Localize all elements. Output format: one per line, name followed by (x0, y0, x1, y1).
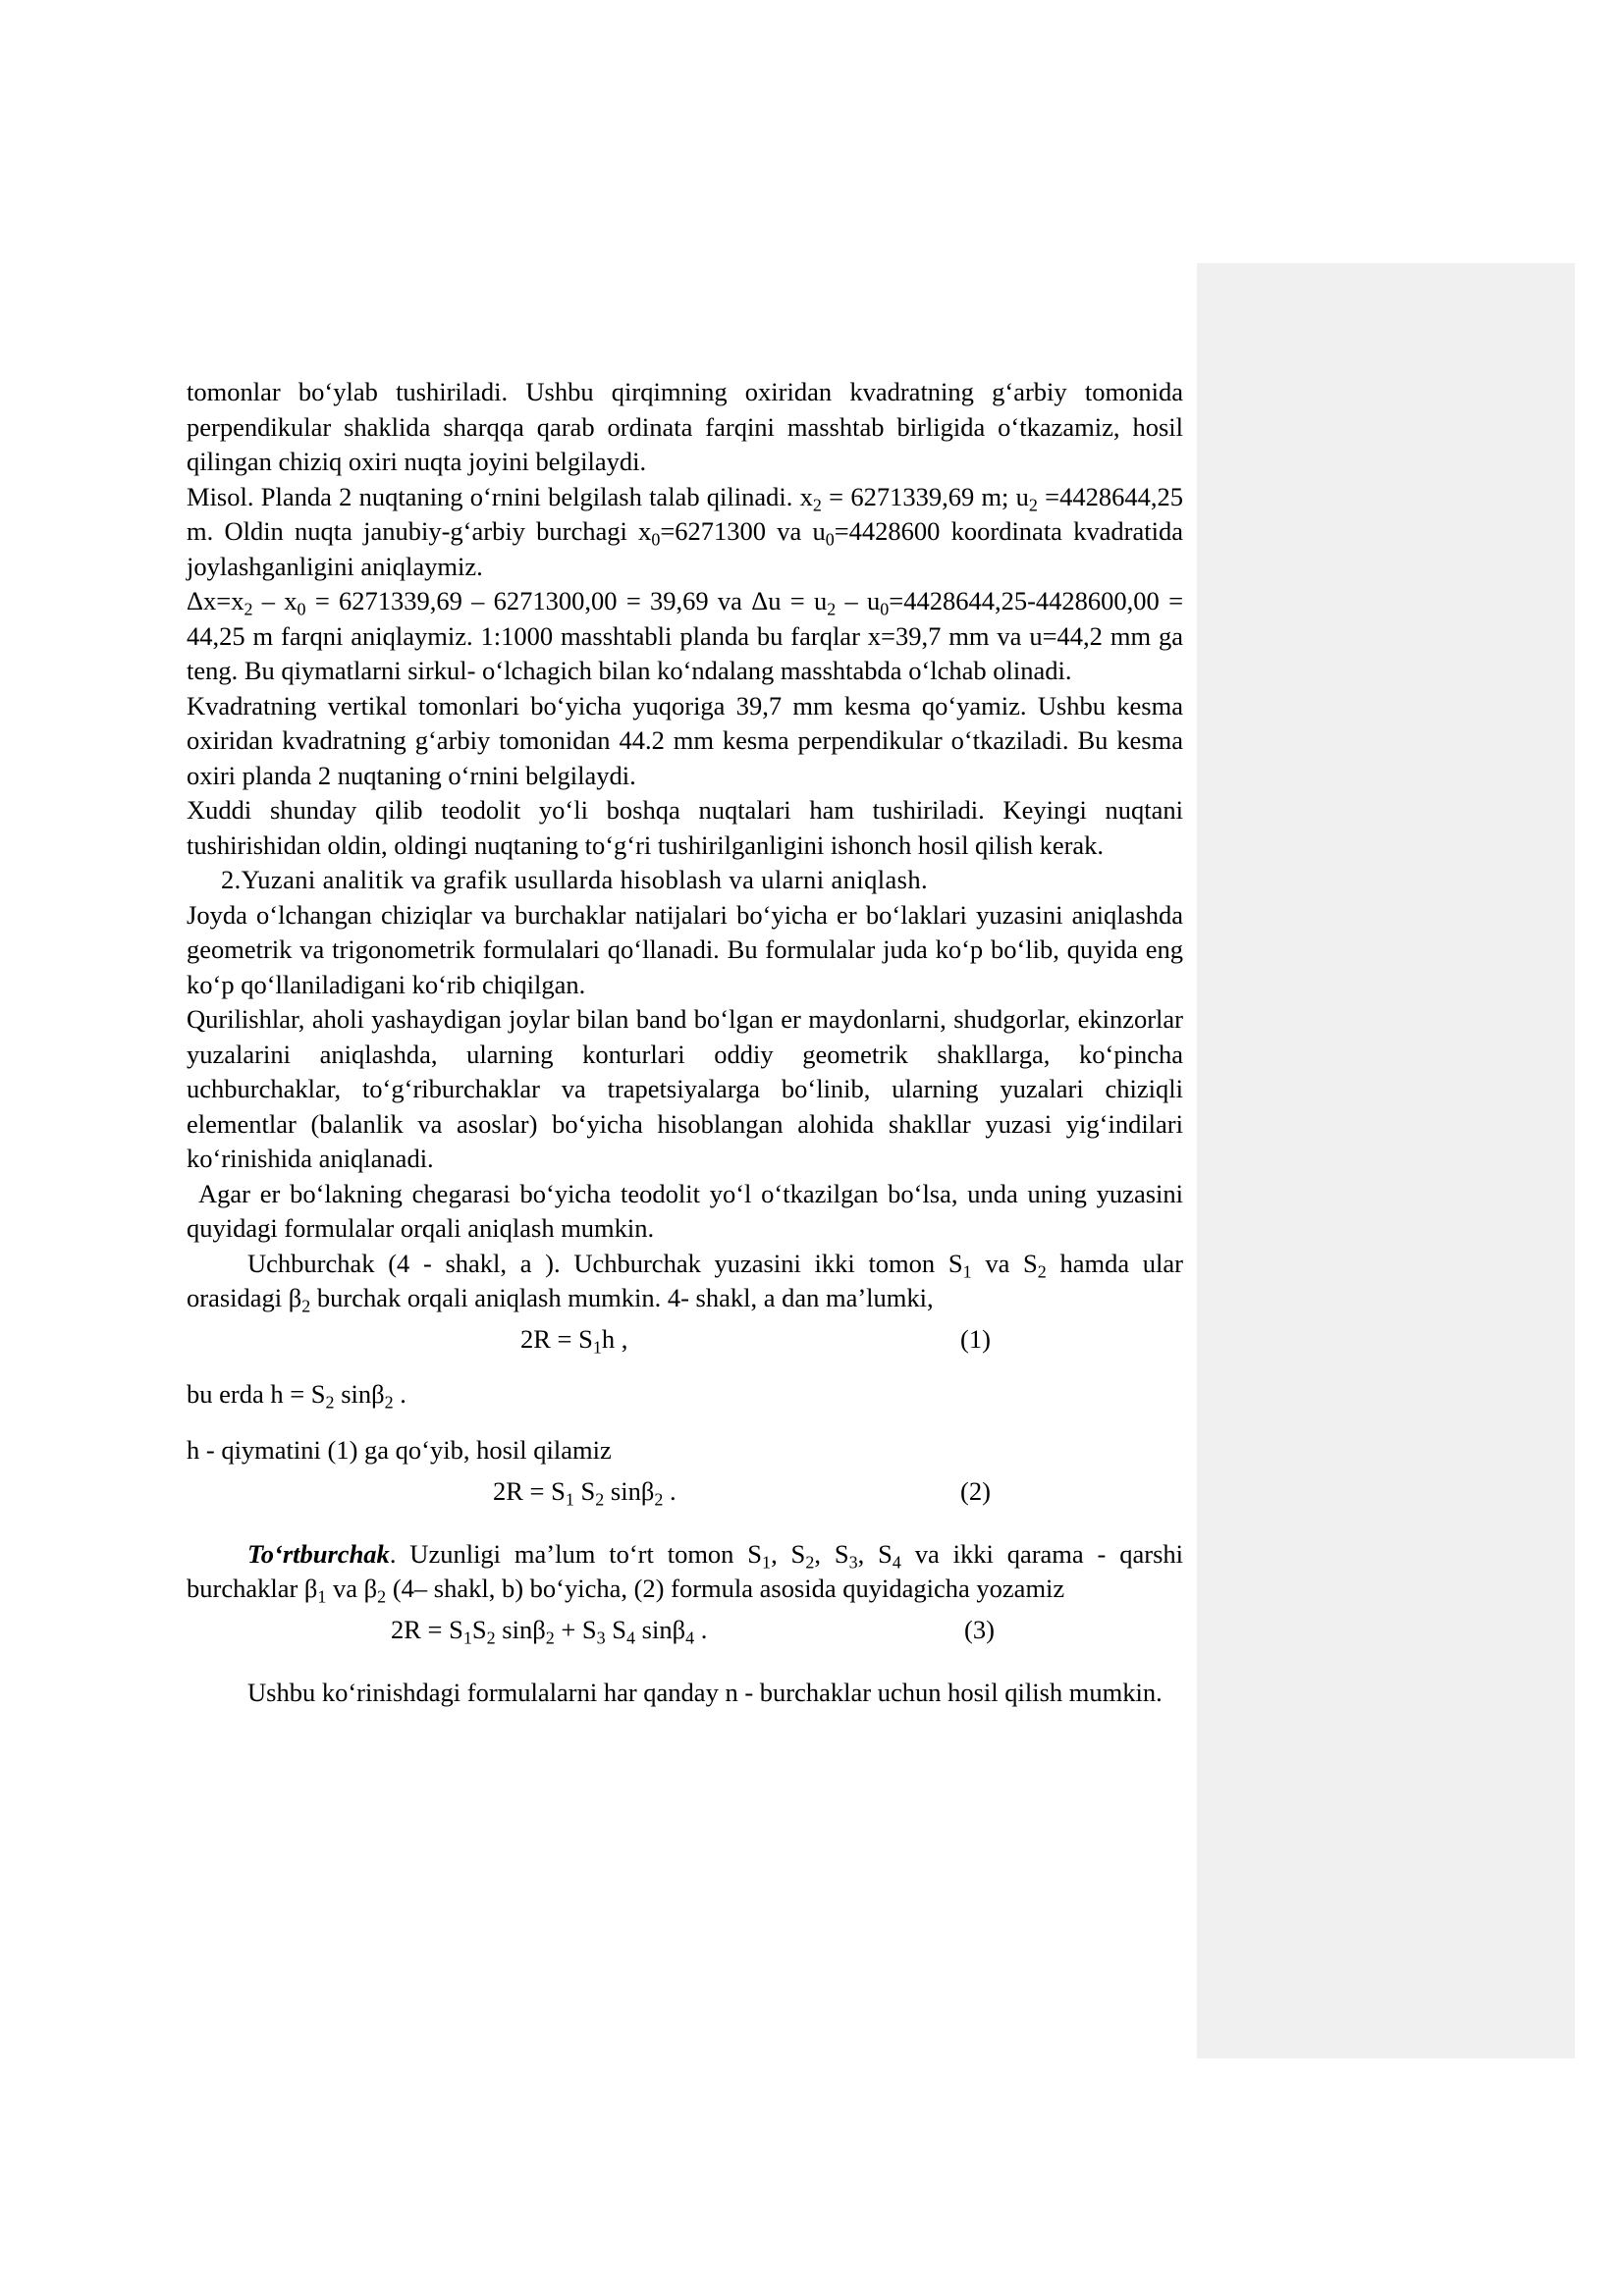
paragraph-6: Joyda o‘lchangan chiziqlar va burchaklar natijalari bo‘yicha er bo‘laklari yuzasini aniqlashda geometrik va trigonometrik formulalari qo‘llanadi. Bu formulalar juda ko‘p bo‘lib, quyida eng ko‘p qo‘llaniladigani ko‘rib chiqilgan. (187, 899, 1183, 999)
formula-1 (187, 1322, 1183, 1363)
formula-3-expression: $2R = S_1S_2$ $\sin\beta_2 + S_3$ $S_4$ sinβ$_4$ . (391, 1614, 708, 1647)
paragraph-4: Kvadratning vertikal tomonlari bo‘yicha yuqoriga 39,7 mm kesma qo‘yamiz. Ushbu kesma oxiridan kvadratning g‘arbiy tomonidan 44.2 mm kesma perpendikular o‘tkaziladi. Bu kesma oxiri planda 2 nuqtaning o‘rnini belgilaydi. (187, 690, 1183, 790)
formula-1-expression: $2R = S_1h$ , (520, 1323, 628, 1357)
document-body (187, 375, 1183, 1710)
formula-2 (187, 1474, 1183, 1516)
formula-2-expression: $2R = S_1$ $S_2$ sinβ$_2$ . (493, 1475, 677, 1509)
paragraph-1: tomonlar bo‘ylab tushiriladi. Ushbu qirqimning oxiridan kvadratning g‘arbiy tomonida perpendikular shaklida sharqqa qarab ordinata farqini masshtab birligida o‘tkazamiz, hosil qilingan chiziq oxiri nuqta joyini belgilaydi. (187, 377, 1183, 476)
paragraph-triangle: Uchburchak (4 - shakl, a ). Uchburchak yuzasini ikki tomon $S_1$ va $S_2$ hamda ular orasidagi $\beta_2$ burchak orqali aniqlash mumkin. 4- shakl, a dan ma’lumki, (187, 1248, 1184, 1316)
comment-pane (1197, 263, 1575, 2058)
paragraph-delta: $\Delta x=x_2 - x_0 = 6271339,69 - 6271300,00 = 39,69$ va $\Delta u = u_2 - u_0=4428644,25-4428600,00 = 44,25$ m farqni aniqlaymiz. 1:1000 masshtabli planda bu farqlar x=39,7 mm va u=44,2 mm ga teng. Bu qiymatlarni sirkul- o‘lchagich bilan ko‘ndalang masshtabda o‘lchab olinadi. (187, 586, 1184, 685)
quadrilateral-term: To‘rtburchak (247, 1538, 390, 1569)
paragraph-quadrilateral: To‘rtburchak. Uzunligi ma’lum to‘rt tomon $S_1$, $S_2$, $S_3$, $S_4$ va ikki qarama - qarshi burchaklar $\beta_1$ va $\beta_2$ (4– shakl, b) bo‘yicha, (2) formula asosida quyidagicha yozamiz (187, 1538, 1184, 1607)
paragraph-conclusion: Ushbu ko‘rinishdagi formulalarni har qanday n - burchaklar uchun hosil qilish mumkin. (247, 1677, 1163, 1707)
paragraph-substitute: h - qiymatini (1) ga qo‘yib, hosil qilamiz (187, 1435, 612, 1465)
formula-3-number: (3) (964, 1614, 995, 1644)
paragraph-where: bu erda $h = S_2$ sinβ$_2$ . (187, 1378, 406, 1412)
paragraph-7: Qurilishlar, aholi yashaydigan joylar bilan band bo‘lgan er maydonlarni, shudgorlar, ekinzorlar yuzalarini aniqlashda, ularning konturlari oddiy geometrik shakllarga, ko‘pincha uchburchaklar, to‘g‘riburchaklar va trapetsiyalarga bo‘linib, ularning yuzalari chiziqli elementlar (balanlik va asoslar) bo‘yicha hisoblangan alohida shakllar yuzasi yig‘indilari ko‘rinishida aniqlanadi. (187, 1004, 1183, 1173)
formula-3 (187, 1613, 1183, 1654)
section-heading: 2.Yuzani analitik va grafik usullarda hisoblash va ularni aniqlash. (221, 865, 929, 894)
paragraph-5: Xuddi shunday qilib teodolit yo‘li boshqa nuqtalari ham tushiriladi. Keyingi nuqtani tushirishidan oldin, oldingi nuqtaning to‘g‘ri tushirilganligini ishonch hosil qilish kerak. (187, 795, 1183, 860)
paragraph-example: Misol. Planda 2 nuqtaning o‘rnini belgilash talab qilinadi. $x_2 = 6271339,69$ m; $u_2 =4428644,25$ m. Oldin nuqta janubiy-g‘arbiy burchagi $x_0=6271300$ va $u_0=4428600$ koordinata kvadratida joylashganligini aniqlaymiz. (187, 481, 1183, 581)
formula-2-number: (2) (960, 1475, 991, 1506)
paragraph-8: Agar er bo‘lakning chegarasi bo‘yicha teodolit yo‘l o‘tkazilgan bo‘lsa, unda uning yuzasini quyidagi formulalar orqali aniqlash mumkin. (187, 1178, 1183, 1243)
formula-1-number: (1) (960, 1323, 991, 1354)
